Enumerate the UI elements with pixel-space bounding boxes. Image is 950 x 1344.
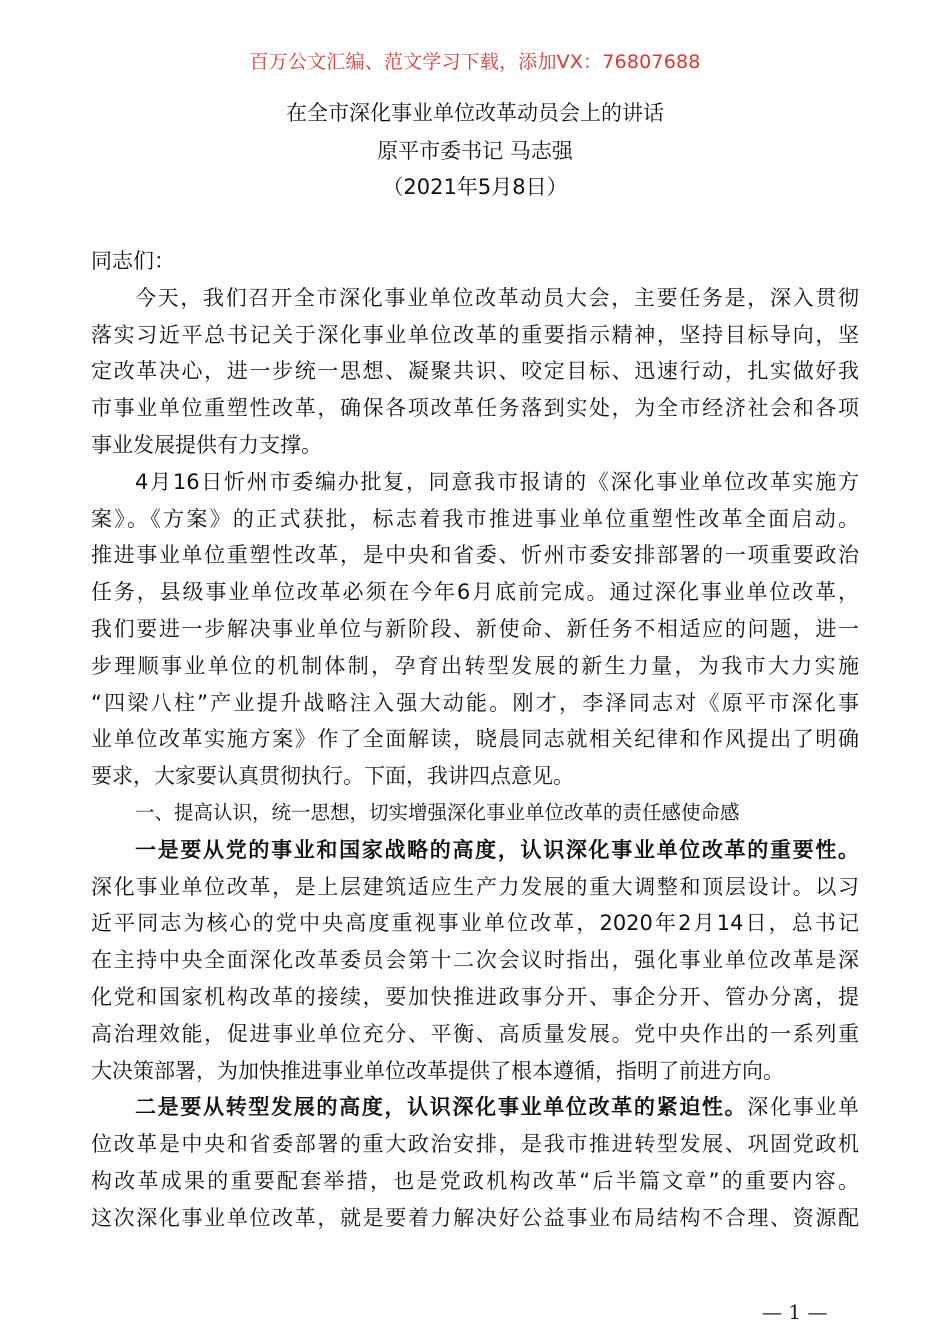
speech-title: 在全市深化事业单位改革动员会上的讲话 — [286, 101, 664, 125]
text-line — [91, 1089, 859, 1126]
text-line: 构改革成果的重要配套举措，也是党政机构改革“后半篇文章”的重要内容。 — [91, 1168, 859, 1193]
text-line: 近平同志为核心的党中央高度重视事业单位改革，2020年2月14日，总书记 — [91, 911, 859, 936]
text-line: 一是要从党的事业和国家战略的高度，认识深化事业单位改革的重要性。 — [135, 837, 859, 862]
document-body — [91, 243, 859, 1237]
speech-date: （2021年5月8日） — [382, 175, 568, 199]
text-line: 今天，我们召开全市深化事业单位改革动员大会，主要任务是，深入贯彻 — [135, 285, 859, 310]
text-line: “四梁八柱”产业提升战略注入强大动能。刚才，李泽同志对《原平市深化事 — [91, 690, 859, 715]
section-heading: 一、提高认识，统一思想，切实增强深化事业单位改革的责任感使命感 — [135, 800, 740, 824]
text-line: 化党和国家机构改革的接续，要加快推进政事分开、事企分开、管办分离，提 — [91, 984, 859, 1009]
watermark-banner: 百万公文汇编、范文学习下载，添加VX：76807688 — [249, 51, 701, 73]
text-line: 市事业单位重塑性改革，确保各项改革任务落到实处，为全市经济社会和各项 — [91, 396, 859, 421]
text-line: 高治理效能，促进事业单位充分、平衡、高质量发展。党中央作出的一系列重 — [91, 1021, 859, 1046]
text-line: 位改革是中央和省委部署的重大政治安排，是我市推进转型发展、巩固党政机 — [91, 1132, 859, 1157]
text-line: 大决策部署，为加快推进事业单位改革提供了根本遵循，指明了前进方向。 — [91, 1058, 784, 1083]
text-line: 定改革决心，进一步统一思想、凝聚共识、咬定目标、迅速行动，扎实做好我 — [91, 359, 859, 384]
text-line: 要求，大家要认真贯彻执行。下面，我讲四点意见。 — [91, 764, 574, 789]
text-line: 在主持中央全面深化改革委员会第十二次会议时指出，强化事业单位改革是深 — [91, 948, 859, 973]
text-line: 落实习近平总书记关于深化事业单位改革的重要指示精神，坚持目标导向，坚 — [91, 322, 859, 347]
text-line: 案》。《方案》的正式获批，标志着我市推进事业单位重塑性改革全面启动。 — [91, 506, 859, 531]
text-line: 事业发展提供有力支撑。 — [91, 432, 322, 457]
bold-lead: 二是要从转型发展的高度，认识深化事业单位改革的紧迫性。 — [135, 1095, 748, 1120]
speaker-line: 原平市委书记 马志强 — [377, 139, 573, 163]
text-line: 同志们： — [91, 249, 175, 273]
text-line: 深化事业单位改革，是上层建筑适应生产力发展的重大调整和顶层设计。以习 — [91, 874, 859, 899]
text-line: 4月16日忻州市委编办批复，同意我市报请的《深化事业单位改革实施方 — [135, 469, 859, 494]
text-line: 我们要进一步解决事业单位与新阶段、新使命、新任务不相适应的问题，进一 — [91, 616, 859, 641]
page-number: — 1 — — [762, 1300, 828, 1324]
text-line: 步理顺事业单位的机制体制，孕育出转型发展的新生力量，为我市大力实施 — [91, 653, 859, 678]
text-line: 业单位改革实施方案》作了全面解读，晓晨同志就相关纪律和作风提出了明确 — [91, 727, 859, 752]
line-text: 深化事业单 — [747, 1095, 859, 1120]
text-line: 任务，县级事业单位改革必须在今年6月底前完成。通过深化事业单位改革， — [91, 580, 859, 605]
text-line: 推进事业单位重塑性改革，是中央和省委、忻州市委安排部署的一项重要政治 — [91, 543, 859, 568]
text-line: 这次深化事业单位改革，就是要着力解决好公益事业布局结构不合理、资源配 — [91, 1205, 859, 1230]
